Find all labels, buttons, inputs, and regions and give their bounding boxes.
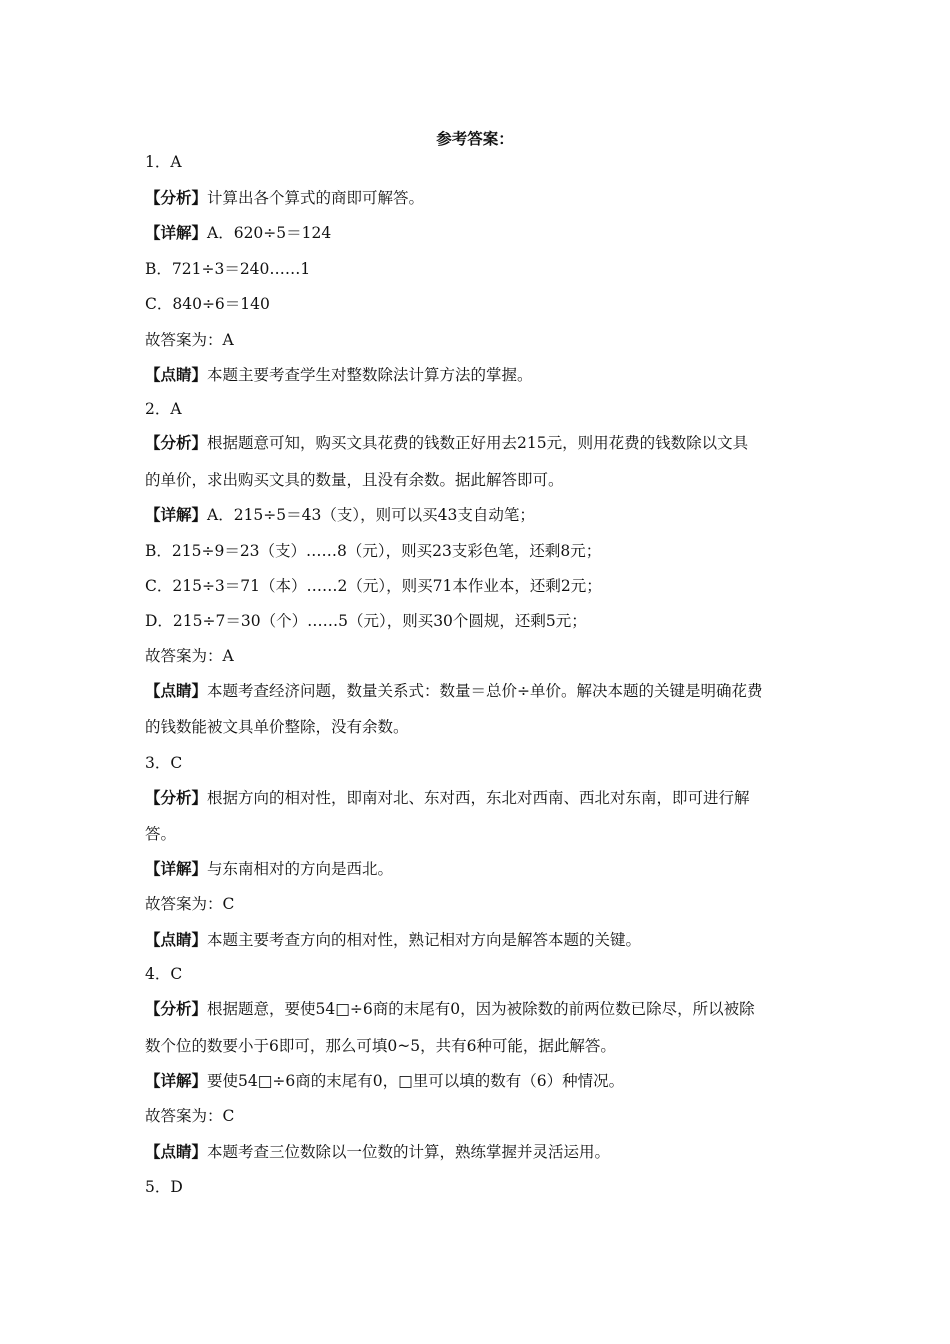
line-text: 故答案为：A (145, 647, 234, 665)
line-text: D．215÷7＝30（个）……5（元），则买30个圆规，还剩5元； (145, 612, 587, 630)
text-line (145, 1176, 810, 1198)
line-text: 答。 (145, 825, 177, 843)
page-title: 参考答案： (436, 129, 514, 148)
section-tag: 【详解】 (145, 1071, 208, 1090)
text-line (145, 222, 810, 244)
line-text: 2．A (145, 400, 182, 418)
line-text: A．215÷5＝43（支），则可以买43支自动笔； (207, 506, 535, 524)
line-text: 的钱数能被文具单价整除，没有余数。 (145, 718, 409, 736)
text-line (145, 575, 810, 597)
line-text: 数个位的数要小于6即可，那么可填0~5，共有6种可能，据此解答。 (145, 1037, 616, 1055)
text-line (145, 963, 810, 985)
text-line (145, 293, 810, 315)
text-line (145, 187, 810, 209)
text-line (145, 151, 810, 173)
text-line (145, 645, 810, 667)
section-tag: 【详解】 (145, 505, 208, 524)
line-text: 根据题意可知，购买文具花费的钱数正好用去215元，则用花费的钱数除以文具 (207, 434, 749, 452)
line-text: C．215÷3＝71（本）……2（元），则买71本作业本，还剩2元； (145, 577, 602, 595)
line-text: C．840÷6＝140 (145, 295, 270, 313)
section-tag: 【点睛】 (145, 1142, 208, 1161)
line-text: 5．D (145, 1178, 183, 1196)
line-text: 根据题意，要使54□÷6商的末尾有0，因为被除数的前两位数已除尽，所以被除 (207, 1000, 755, 1018)
line-text: 4．C (145, 965, 183, 983)
text-line (145, 329, 810, 351)
text-line (145, 998, 810, 1020)
line-text: 1．A (145, 153, 182, 171)
text-line (145, 1070, 810, 1092)
line-text: 的单价，求出购买文具的数量，且没有余数。据此解答即可。 (145, 471, 564, 489)
section-tag: 【点睛】 (145, 365, 208, 384)
line-text: 故答案为：A (145, 331, 234, 349)
line-text: 根据方向的相对性，即南对北、东对西，东北对西南、西北对东南，即可进行解 (207, 789, 750, 807)
section-tag: 【分析】 (145, 788, 208, 807)
text-line (145, 364, 810, 386)
section-tag: 【分析】 (145, 188, 208, 207)
line-text: 本题主要考查学生对整数除法计算方法的掌握。 (207, 366, 533, 384)
text-line (145, 858, 810, 880)
text-line (145, 540, 810, 562)
text-line (145, 929, 810, 951)
text-line (145, 1141, 810, 1163)
line-text: B．721÷3＝240……1 (145, 260, 311, 278)
section-tag: 【点睛】 (145, 681, 208, 700)
line-text: 本题考查三位数除以一位数的计算，熟练掌握并灵活运用。 (207, 1143, 611, 1161)
section-tag: 【点睛】 (145, 930, 208, 949)
text-line (145, 432, 810, 454)
line-text: 3．C (145, 754, 183, 772)
text-line (145, 716, 810, 738)
section-tag: 【分析】 (145, 999, 208, 1018)
text-line (145, 610, 810, 632)
text-line (145, 680, 810, 702)
section-tag: 【详解】 (145, 859, 208, 878)
text-line (145, 787, 810, 809)
line-text: A．620÷5＝124 (207, 224, 332, 242)
section-tag: 【详解】 (145, 223, 208, 242)
section-tag: 【分析】 (145, 433, 208, 452)
text-line (145, 823, 810, 845)
line-text: 本题考查经济问题，数量关系式：数量＝总价÷单价。解决本题的关键是明确花费 (207, 682, 763, 700)
text-line (145, 398, 810, 420)
line-text: 故答案为：C (145, 895, 235, 913)
text-line (145, 752, 810, 774)
line-text: 本题主要考查方向的相对性，熟记相对方向是解答本题的关键。 (207, 931, 642, 949)
text-line (145, 258, 810, 280)
line-text: 要使54□÷6商的末尾有0，□里可以填的数有（6）种情况。 (207, 1072, 625, 1090)
text-line (145, 893, 810, 915)
line-text: 计算出各个算式的商即可解答。 (207, 189, 425, 207)
line-text: 与东南相对的方向是西北。 (207, 860, 394, 878)
text-line (145, 1105, 810, 1127)
line-text: 故答案为：C (145, 1107, 235, 1125)
line-text: B．215÷9＝23（支）……8（元），则买23支彩色笔，还剩8元； (145, 542, 602, 560)
text-line (145, 1035, 810, 1057)
text-line (145, 469, 810, 491)
text-line (145, 504, 810, 526)
